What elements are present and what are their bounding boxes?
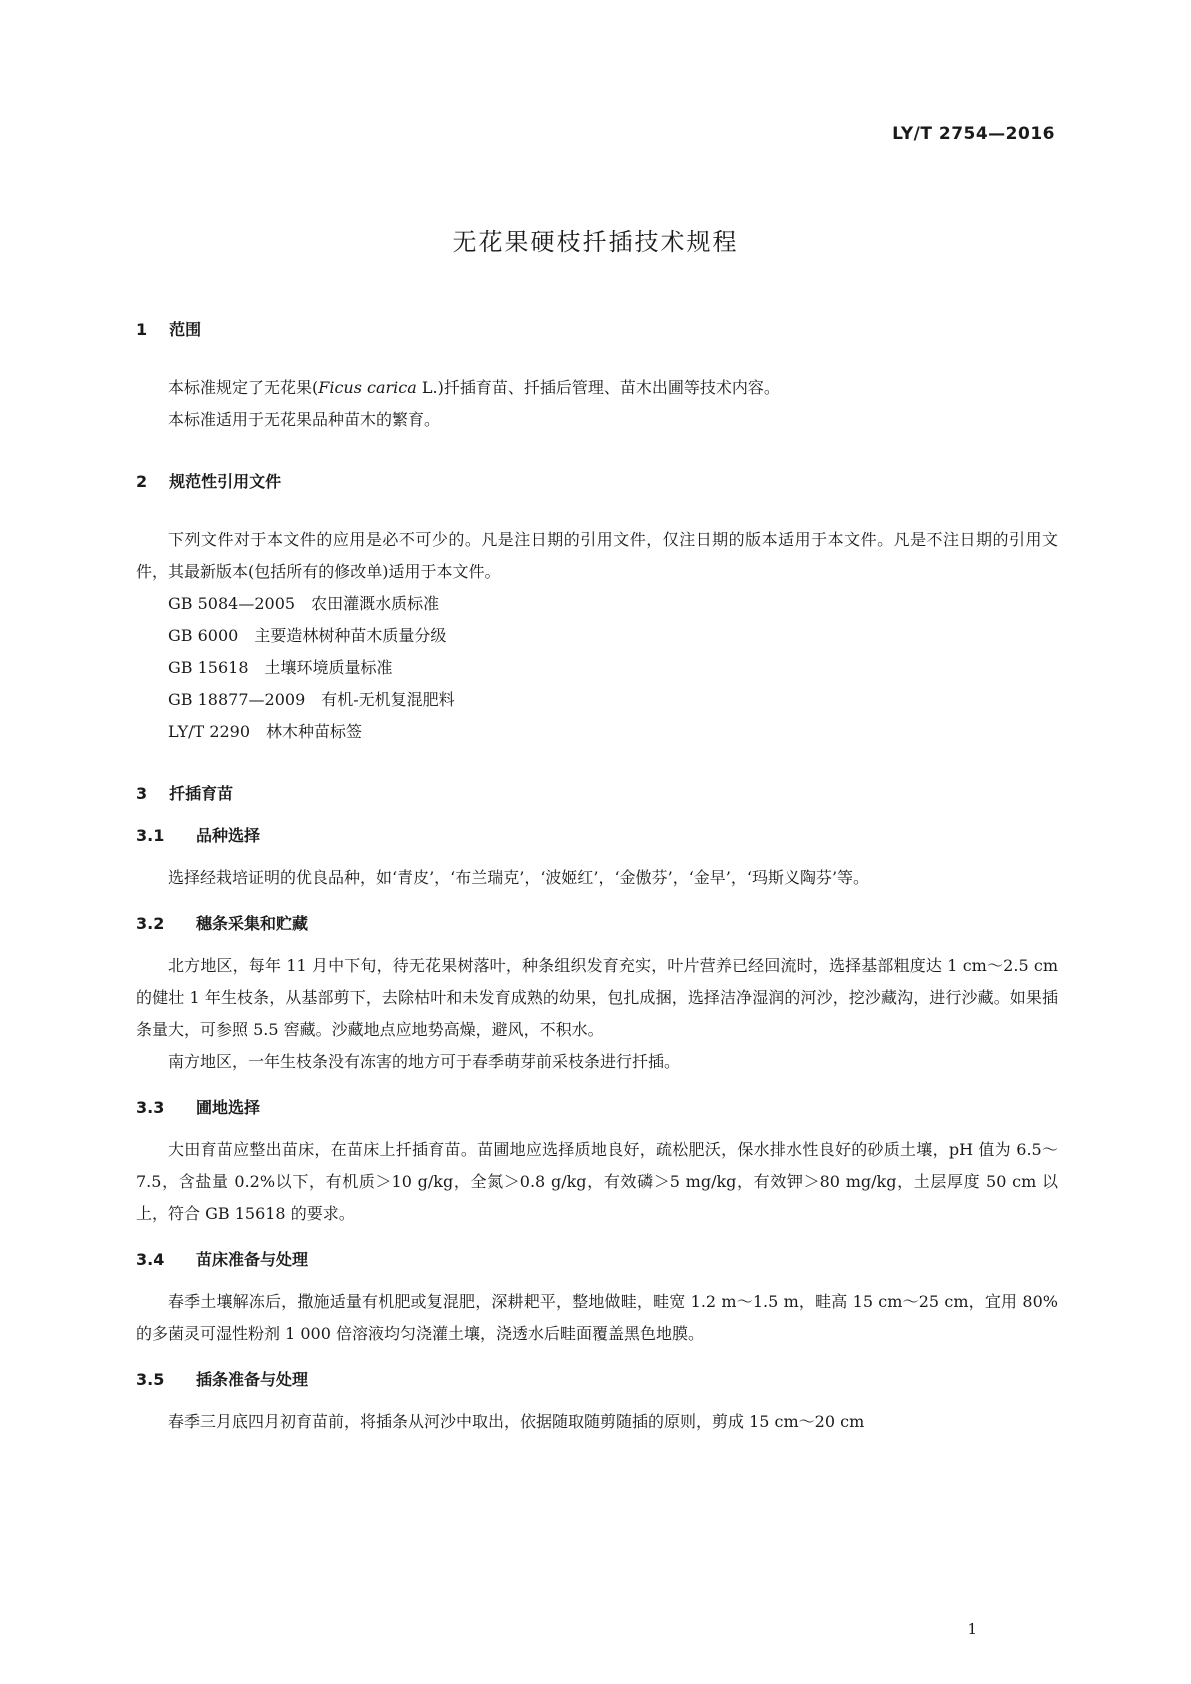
page-number: 1 xyxy=(967,1620,977,1638)
cutting-collection-paragraph-2: 南方地区，一年生枝条没有冻害的地方可于春季萌芽前采枝条进行扦插。 xyxy=(168,1052,681,1071)
subsection-title: 穗条采集和贮藏 xyxy=(196,914,309,933)
reference-name: 土壤环境质量标准 xyxy=(264,658,393,677)
text-run: L.)扦插育苗、扦插后管理、苗木出圃等技术内容。 xyxy=(416,378,780,397)
reference-code: GB 18877—2009 xyxy=(168,690,306,709)
section-number: 1 xyxy=(136,320,148,339)
subsection-number: 3.5 xyxy=(136,1370,165,1389)
reference-name: 林木种苗标签 xyxy=(266,722,363,741)
reference-name: 主要造林树种苗木质量分级 xyxy=(254,626,447,645)
section-title: 扦插育苗 xyxy=(169,784,234,803)
subsection-heading-3-2 xyxy=(136,912,1058,936)
section-number: 3 xyxy=(136,784,148,803)
reference-code: LY/T 2290 xyxy=(168,722,251,741)
seedbed-paragraph: 春季土壤解冻后，撒施适量有机肥或复混肥，深耕耙平，整地做畦，畦宽 1.2 m～1.5 m，畦高 15 cm～25 cm，宜用 80%的多菌灵可湿性粉剂 1 000 倍溶液均匀浇灌土壤，浇透水后畦面覆盖黑色地膜。 xyxy=(136,1292,1058,1343)
subsection-number: 3.4 xyxy=(136,1250,165,1269)
document-title: 无花果硬枝扦插技术规程 xyxy=(452,228,739,256)
subsection-number: 3.3 xyxy=(136,1098,165,1117)
references-intro: 下列文件对于本文件的应用是必不可少的。凡是注日期的引用文件，仅注日期的版本适用于本文件。凡是不注日期的引用文件，其最新版本(包括所有的修改单)适用于本文件。 xyxy=(136,530,1058,581)
subsection-number: 3.1 xyxy=(136,826,165,845)
subsection-title: 插条准备与处理 xyxy=(196,1370,309,1389)
reference-item xyxy=(136,588,1058,620)
reference-name: 有机-无机复混肥料 xyxy=(321,690,455,709)
document-body xyxy=(136,318,1058,1438)
reference-item xyxy=(136,620,1058,652)
subsection-title: 品种选择 xyxy=(196,826,261,845)
reference-item xyxy=(136,652,1058,684)
subsection-number: 3.2 xyxy=(136,914,165,933)
variety-paragraph: 选择经栽培证明的优良品种，如‘青皮’，‘布兰瑞克’，‘波姬红’，‘金傲芬’，‘金早’，‘玛斯义陶芬’等。 xyxy=(168,868,870,887)
subsection-heading-3-5 xyxy=(136,1368,1058,1392)
section-title: 规范性引用文件 xyxy=(169,472,282,491)
subsection-title: 苗床准备与处理 xyxy=(196,1250,309,1269)
nursery-site-paragraph: 大田育苗应整出苗床，在苗床上扦插育苗。苗圃地应选择质地良好，疏松肥沃，保水排水性良好的砂质土壤，pH 值为 6.5～7.5，含盐量 0.2%以下，有机质＞10 g/kg，全氮＞0.8 g/kg，有效磷＞5 mg/kg，有效钾＞80 mg/kg，土层厚度 50 cm 以上，符合 GB 15618 的要求。 xyxy=(136,1140,1058,1223)
subsection-heading-3-3 xyxy=(136,1096,1058,1120)
standard-code: LY/T 2754—2016 xyxy=(892,124,1055,144)
reference-item xyxy=(136,716,1058,748)
reference-code: GB 5084—2005 xyxy=(168,594,296,613)
scope-paragraph-1 xyxy=(136,372,1058,404)
cutting-preparation-paragraph: 春季三月底四月初育苗前，将插条从河沙中取出，依据随取随剪随插的原则，剪成 15 cm～20 cm xyxy=(168,1412,865,1431)
latin-name: Ficus carica xyxy=(318,378,417,397)
text-run: 本标准规定了无花果( xyxy=(168,378,319,397)
reference-list xyxy=(136,588,1058,748)
reference-code: GB 6000 xyxy=(168,626,239,645)
scope-paragraph-2: 本标准适用于无花果品种苗木的繁育。 xyxy=(168,410,441,429)
subsection-heading-3-1 xyxy=(136,824,1058,848)
reference-code: GB 15618 xyxy=(168,658,249,677)
reference-item xyxy=(136,684,1058,716)
section-title: 范围 xyxy=(169,320,202,339)
section-heading-1 xyxy=(136,318,1058,342)
cutting-collection-paragraph-1: 北方地区，每年 11 月中下旬，待无花果树落叶，种条组织发育充实，叶片营养已经回流时，选择基部粗度达 1 cm～2.5 cm 的健壮 1 年生枝条，从基部剪下，去除枯叶和未发育成熟的幼果，包扎成捆，选择洁净湿润的河沙，挖沙藏沟，进行沙藏。如果插条量大，可参照 5.5 窖藏。沙藏地点应地势高燥，避风，不积水。 xyxy=(136,956,1058,1039)
section-heading-3 xyxy=(136,782,1058,806)
subsection-heading-3-4 xyxy=(136,1248,1058,1272)
section-number: 2 xyxy=(136,472,148,491)
subsection-title: 圃地选择 xyxy=(196,1098,261,1117)
section-heading-2 xyxy=(136,470,1058,494)
reference-name: 农田灌溉水质标准 xyxy=(311,594,440,613)
